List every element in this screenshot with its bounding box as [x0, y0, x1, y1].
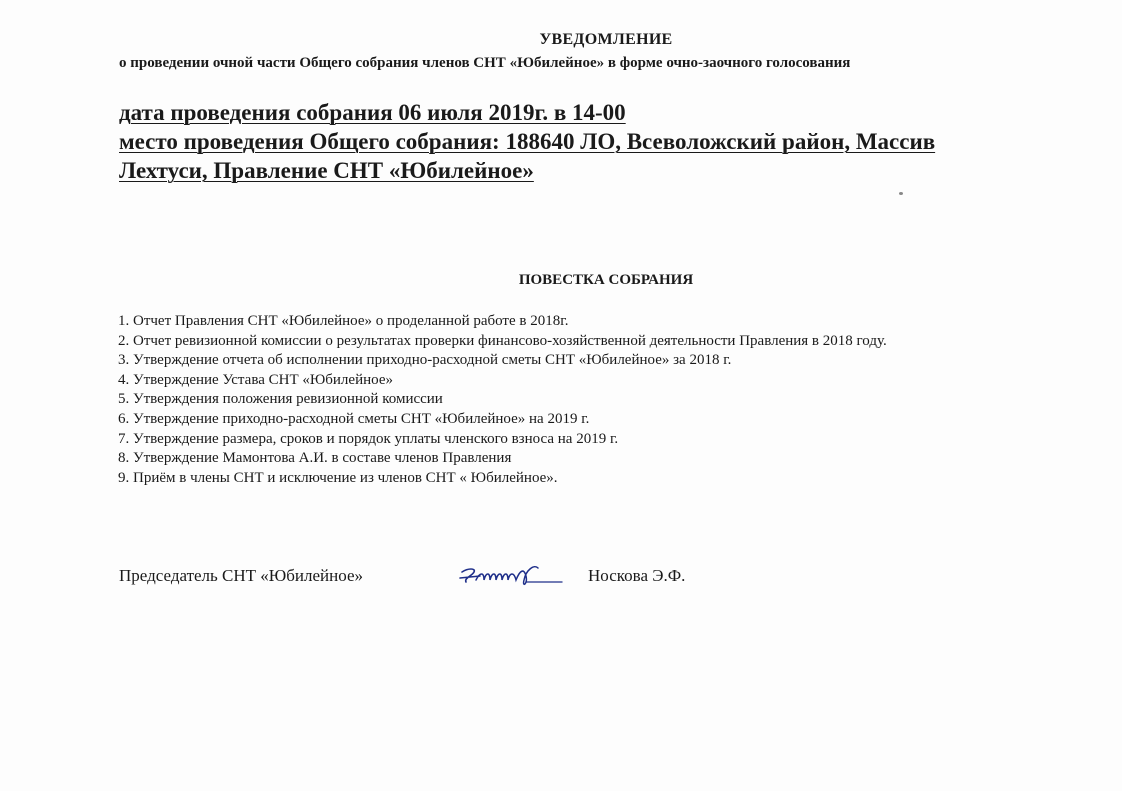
signature-row [119, 566, 819, 596]
handwritten-signature-icon [454, 558, 574, 594]
meeting-place-line-1: место проведения Общего собрания: 188640 ЛО, Всеволожский район, Массив [119, 129, 936, 154]
meeting-info [119, 98, 1079, 185]
agenda-item: 8. Утверждение Мамонтова А.И. в составе членов Правления [118, 450, 512, 467]
scan-speck [899, 192, 903, 195]
notice-subtitle: о проведении очной части Общего собрания членов СНТ «Юбилейное» в форме очно-заочного голосования [119, 55, 851, 71]
agenda-item: 9. Приём в члены СНТ и исключение из членов СНТ « Юбилейное». [118, 469, 558, 486]
agenda-item: 6. Утверждение приходно-расходной сметы СНТ «Юбилейное» на 2019 г. [118, 410, 590, 427]
agenda-item: 3. Утверждение отчета об исполнении приходно-расходной сметы СНТ «Юбилейное» за 2018 г. [118, 352, 732, 369]
agenda-item: 1. Отчет Правления СНТ «Юбилейное» о проделанной работе в 2018г. [118, 313, 569, 329]
meeting-date: дата проведения собрания 06 июля 2019г. в 14-00 [119, 100, 626, 125]
meeting-place-line-2: Лехтуси, Правление СНТ «Юбилейное» [119, 158, 534, 183]
chair-role: Председатель СНТ «Юбилейное» [119, 566, 363, 585]
chair-name: Носкова Э.Ф. [588, 566, 686, 585]
agenda-list [118, 312, 887, 488]
agenda-title: ПОВЕСТКА СОБРАНИЯ [518, 272, 694, 288]
agenda-item: 5. Утверждения положения ревизионной комиссии [118, 391, 443, 408]
agenda-item: 4. Утверждение Устава СНТ «Юбилейное» [118, 371, 393, 388]
agenda-item: 2. Отчет ревизионной комиссии о результатах проверки финансово-хозяйственной деятельности Правления в 2018 году. [118, 332, 887, 349]
notice-title: УВЕДОМЛЕНИЕ [539, 31, 673, 48]
agenda-item: 7. Утверждение размера, сроков и порядок уплаты членского взноса на 2019 г. [118, 430, 619, 447]
